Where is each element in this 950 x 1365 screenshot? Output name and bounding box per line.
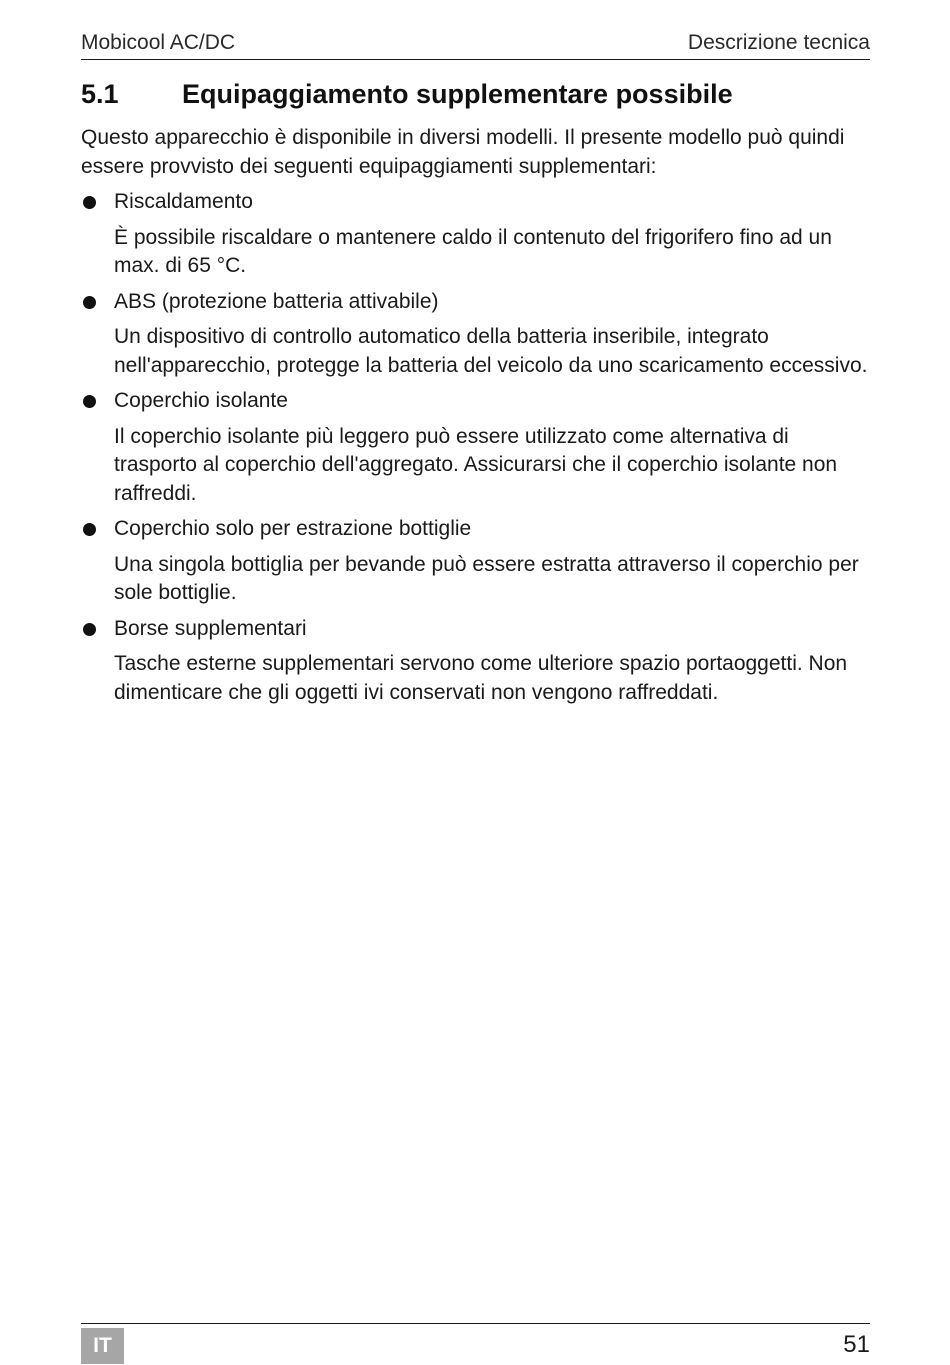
list-item — [81, 188, 870, 281]
page-footer — [81, 1323, 870, 1365]
section-body — [81, 124, 870, 714]
list-item-description: Un dispositivo di controllo automatico della batteria inseribile, integrato nell'apparecchio, protegge la batteria del veicolo da uno scaricamento eccessivo. — [114, 325, 868, 377]
list-item-title: ABS (protezione batteria attivabile) — [114, 289, 439, 313]
list-item — [81, 615, 870, 708]
list-item-title: Borse supplementari — [114, 616, 307, 640]
list-item — [81, 515, 870, 608]
list-item-description: Una singola bottiglia per bevande può essere estratta attraverso il coperchio per sole bottiglie. — [114, 552, 859, 604]
list-item-description: È possibile riscaldare o mantenere caldo il contenuto del frigorifero fino ad un max. di 65 °C. — [114, 225, 832, 277]
list-item-title: Riscaldamento — [114, 190, 253, 213]
list-item-title: Coperchio solo per estrazione bottiglie — [114, 517, 472, 540]
page-number: 51 — [843, 1331, 870, 1358]
section-heading — [81, 78, 870, 110]
page-header — [81, 28, 870, 60]
bullet-icon — [83, 395, 96, 408]
section-number: 5.1 — [81, 79, 119, 109]
header-product-name: Mobicool AC/DC — [81, 31, 236, 54]
list-item-description: Il coperchio isolante più leggero può essere utilizzato come alternativa di trasporto al coperchio dell'aggregato. Assicurarsi che il coperchio isolante non raffreddi. — [114, 424, 838, 505]
intro-paragraph: Questo apparecchio è disponibile in diversi modelli. Il presente modello può quindi essere provvisto dei seguenti equipaggiamenti supplementari: — [81, 126, 845, 178]
list-item-title: Coperchio isolante — [114, 389, 288, 412]
list-item — [81, 288, 870, 381]
list-item — [81, 387, 870, 508]
header-chapter-title: Descrizione tecnica — [687, 31, 870, 54]
language-badge: IT — [81, 1328, 124, 1364]
bullet-icon — [83, 623, 96, 636]
bullet-icon — [83, 296, 96, 309]
section-title: Equipaggiamento supplementare possibile — [182, 79, 733, 109]
bullet-icon — [83, 196, 96, 209]
bullet-icon — [83, 523, 96, 536]
list-item-description: Tasche esterne supplementari servono come ulteriore spazio portaoggetti. Non dimenticare che gli oggetti ivi conservati non vengono raffreddati. — [114, 652, 848, 704]
